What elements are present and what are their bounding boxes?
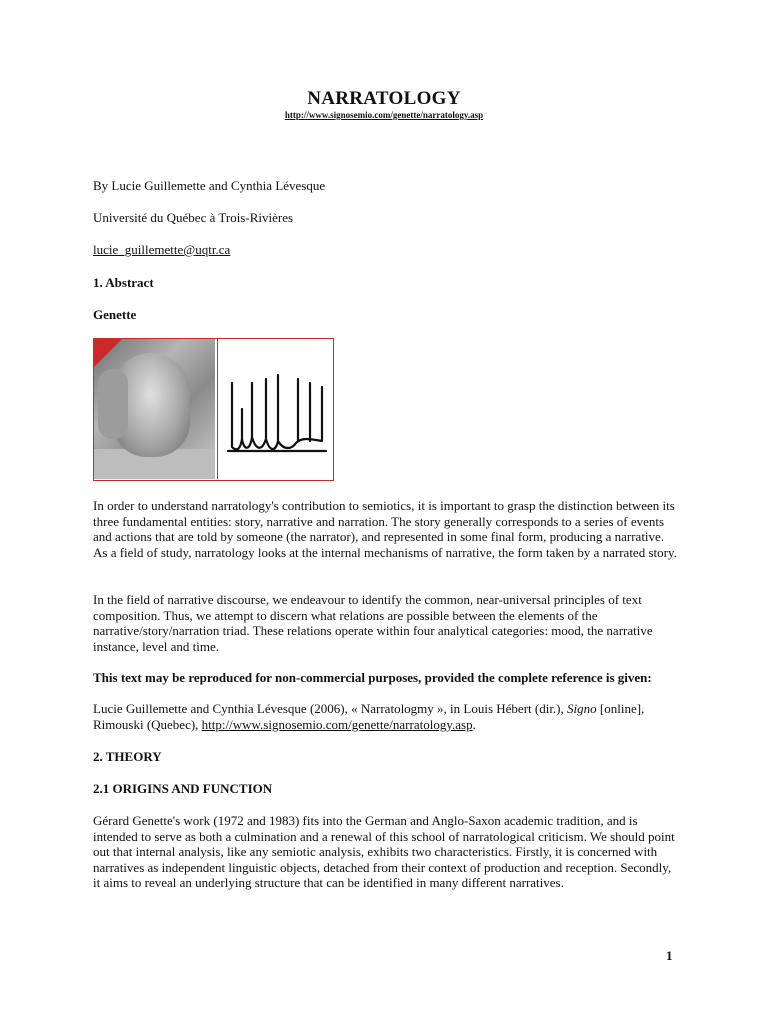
citation-end: . — [472, 716, 476, 732]
origins-paragraph: Gérard Genette's work (1972 and 1983) fits into the German and Anglo-Saxon academic tradition, and is intended to serve as both a culmination and a renewal of this school of narratological criticism. We should point out that internal analysis, like any semiotic analysis, exhibits two characteristics. Firstly, it is concerned with narratives as independent linguistic objects, detached from their context of production and reception. Secondly, it aims to reveal an underlying structure that can be identified in many different narratives. — [93, 813, 675, 890]
abstract-paragraph-2: In the field of narrative discourse, we endeavour to identify the common, near-universal principles of text composition. Thus, we attempt to discern what relations are possible between the elements of the narrative/story/narration triad. These relations operate within four analytical categories: mood, the narrative instance, level and time. — [93, 592, 653, 654]
citation-text-1: Lucie Guillemette and Cynthia Lévesque (2006), « Narratologmy », in Louis Hébert (dir.), — [93, 701, 568, 716]
document-title: NARRATOLOGY — [307, 88, 461, 109]
genette-heading: Genette — [93, 307, 137, 322]
citation-link[interactable]: http://www.signosemio.com/genette/narratology.asp — [201, 716, 473, 732]
portrait-photo — [94, 339, 215, 479]
section-theory-heading: 2. THEORY — [93, 749, 162, 764]
abstract-paragraph-1: In order to understand narratology's contribution to semiotics, it is important to grasp the distinction between its three fundamental entities: story, narrative and narration. The story generally corresponds to a series of events and actions that are told by someone (the narrator), and represented in some final form, producing a narrative. As a field of study, narratology looks at the internal mechanisms of narrative, the form taken by a narrated story. — [93, 498, 677, 560]
section-origins-heading: 2.1 ORIGINS AND FUNCTION — [93, 781, 273, 796]
citation-italic-title: Signo — [567, 701, 597, 716]
section-abstract-heading: 1. Abstract — [93, 275, 154, 290]
page-number: 1 — [666, 948, 673, 963]
email-link[interactable]: lucie_guillemette@uqtr.ca — [93, 242, 231, 257]
institution-line: Université du Québec à Trois-Rivières — [93, 210, 294, 225]
reproduction-notice: This text may be reproduced for non-commercial purposes, provided the complete reference is given: — [93, 670, 652, 685]
authors-line: By Lucie Guillemette and Cynthia Lévesque — [93, 178, 326, 193]
signature-image — [217, 339, 333, 479]
portrait-and-signature-image — [93, 338, 334, 481]
source-url-link[interactable]: http://www.signosemio.com/genette/narratology.asp — [284, 110, 484, 120]
citation — [93, 701, 678, 732]
citation-text-2: [online], Rimouski (Quebec), — [93, 701, 645, 732]
